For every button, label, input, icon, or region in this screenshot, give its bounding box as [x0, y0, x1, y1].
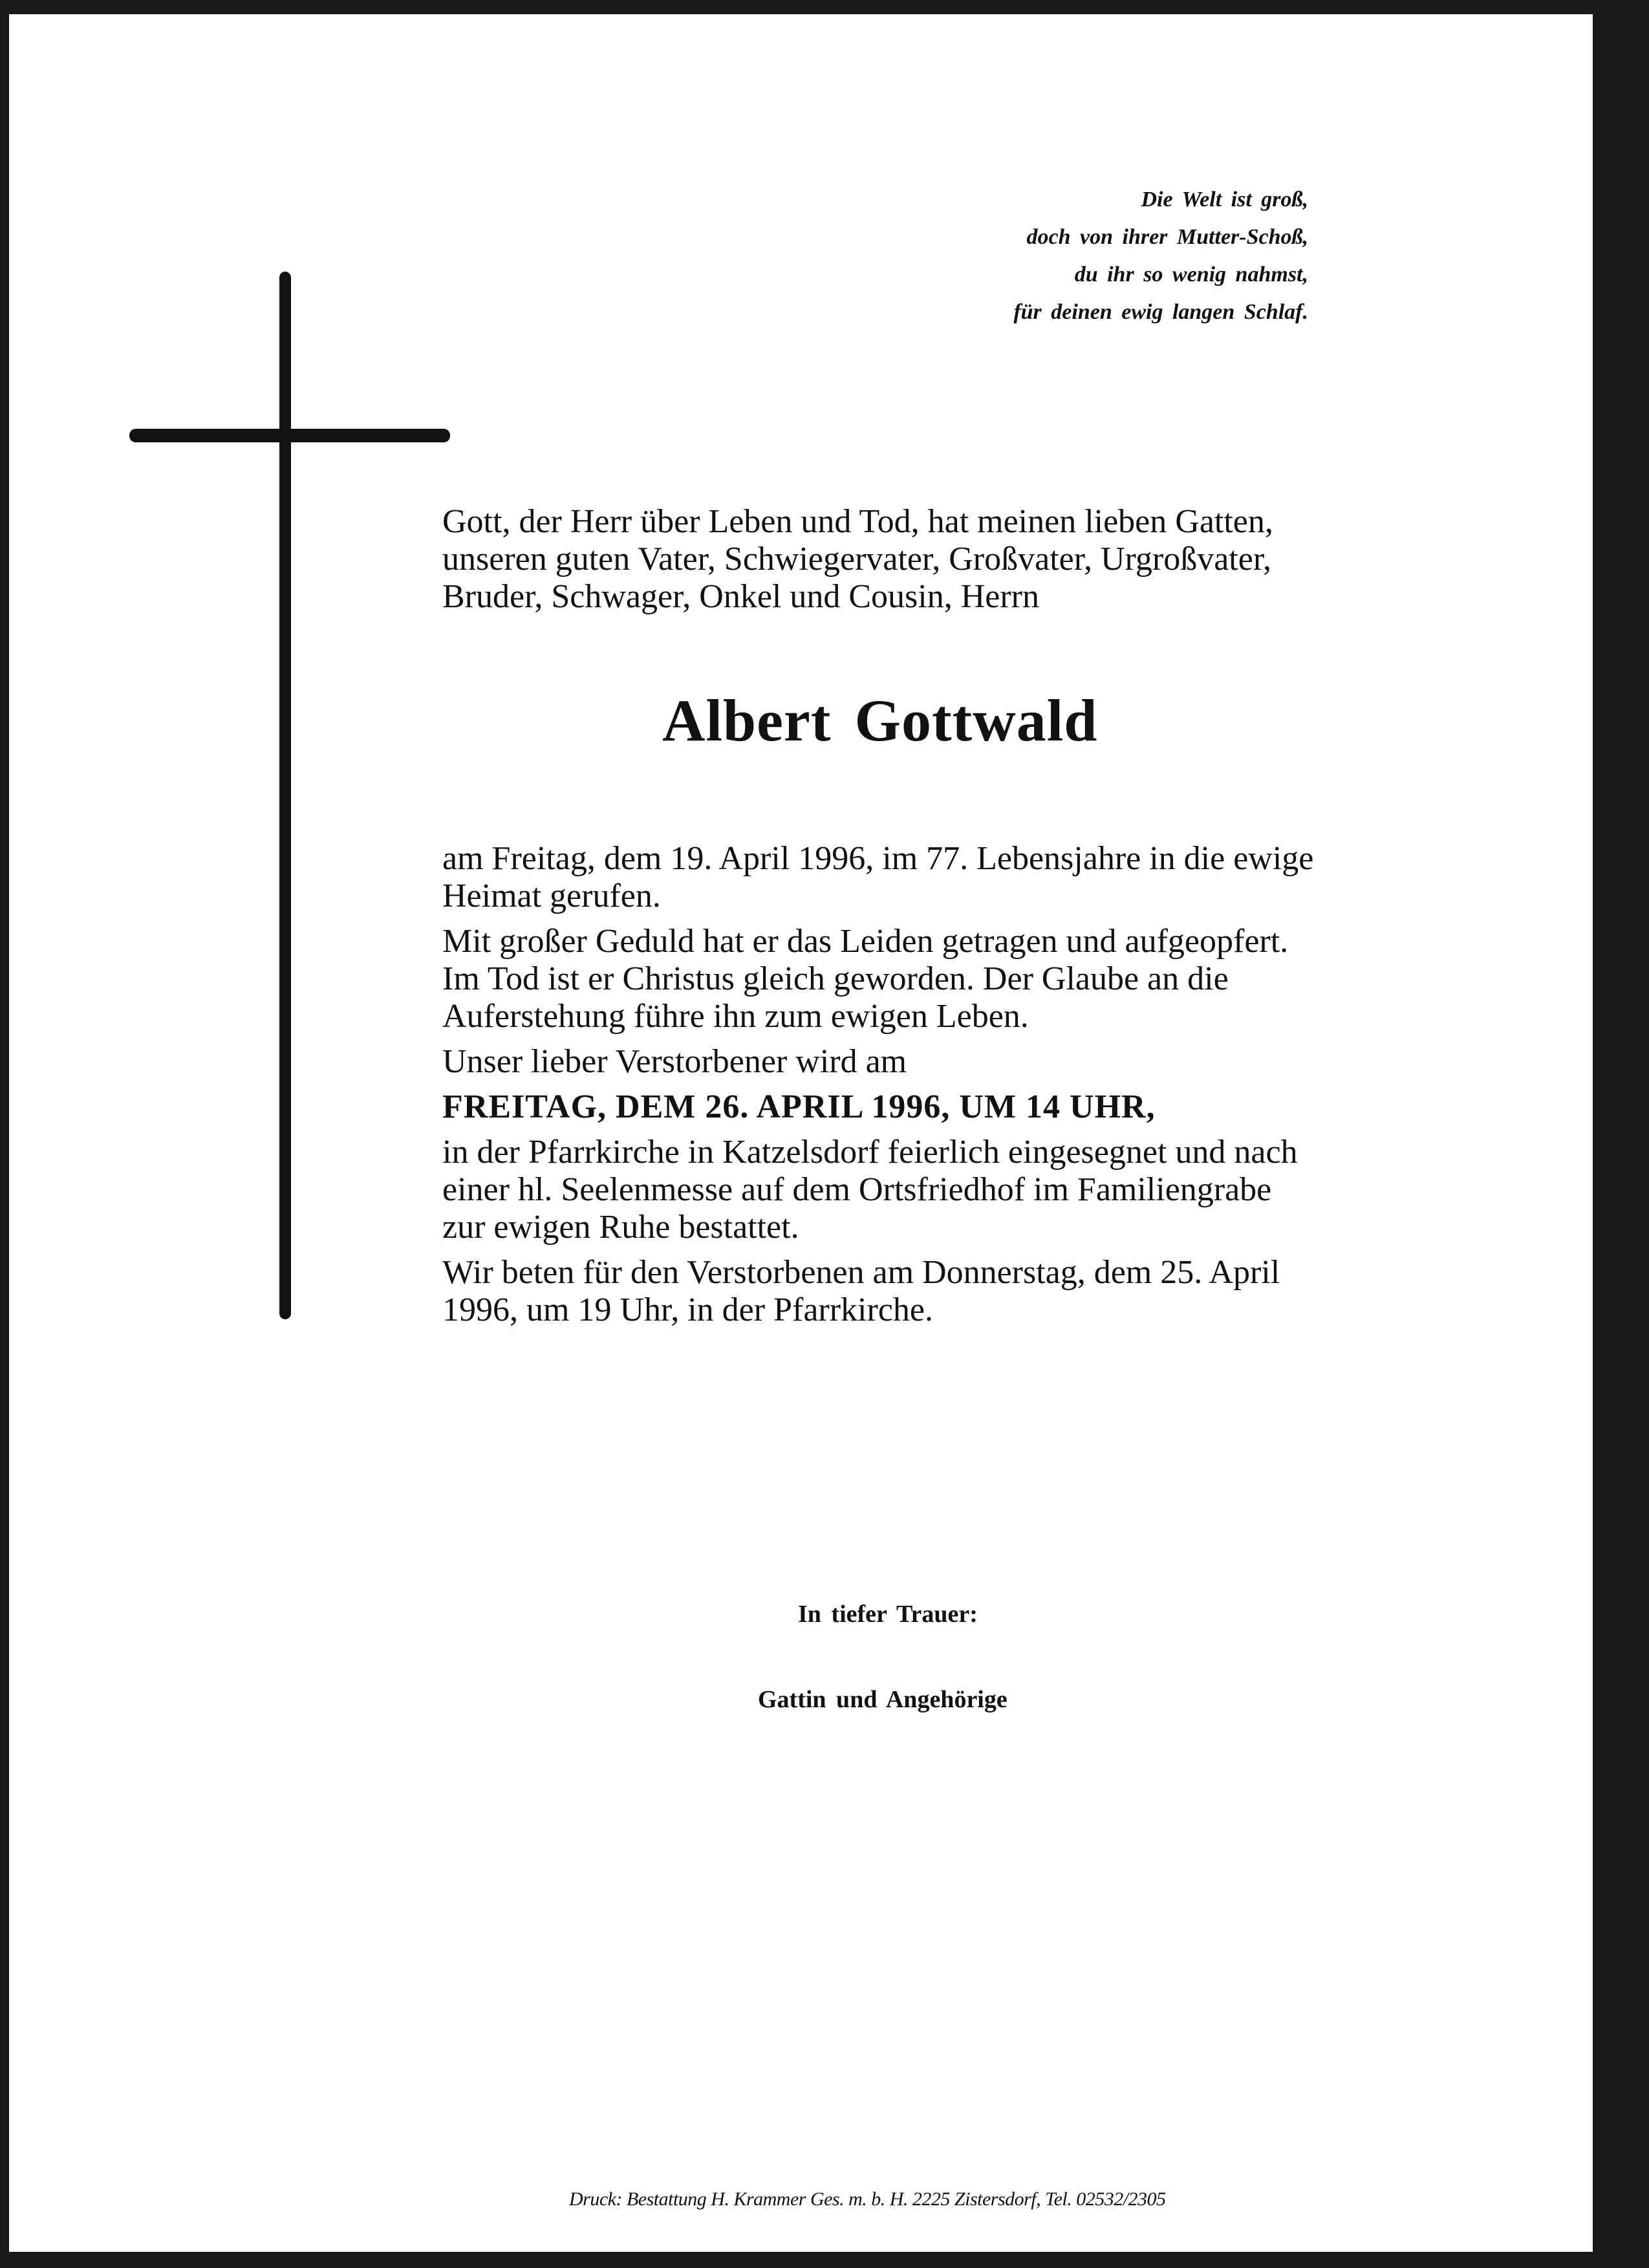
funeral-date — [442, 1088, 1386, 1126]
intro-line: Gott, der Herr über Leben und Tod, hat meinen lieben Gatten, — [442, 503, 1273, 540]
intro-paragraph — [442, 503, 1386, 616]
prayer-line: 1996, um 19 Uhr, in der Pfarrkirche. — [442, 1291, 933, 1328]
funeral-details-line: einer hl. Seelenmesse auf dem Ortsfriedhof im Familiengrabe — [442, 1171, 1272, 1208]
details-section — [442, 840, 1386, 1329]
poem — [1013, 181, 1308, 331]
cross-horizontal-bar — [129, 429, 450, 442]
funeral-details-paragraph — [442, 1134, 1386, 1246]
funeral-details-line: zur ewigen Ruhe bestattet. — [442, 1209, 799, 1246]
faith-line: Im Tod ist er Christus gleich geworden. Der Glaube an die — [442, 960, 1229, 997]
death-paragraph — [442, 840, 1386, 915]
intro-line: Bruder, Schwager, Onkel und Cousin, Herrn — [442, 578, 1039, 615]
prayer-line: Wir beten für den Verstorbenen am Donnerstag, dem 25. April — [442, 1254, 1280, 1291]
poem-line: für deinen ewig langen Schlaf. — [1013, 300, 1308, 324]
death-line: am Freitag, dem 19. April 1996, im 77. Lebensjahre in die ewige — [442, 840, 1314, 877]
intro-line: unseren guten Vater, Schwiegervater, Großvater, Urgroßvater, — [442, 541, 1272, 578]
funeral-intro-line: Unser lieber Verstorbener wird am — [442, 1043, 907, 1080]
funeral-intro — [442, 1043, 1386, 1081]
printer-footer: Druck: Bestattung H. Krammer Ges. m. b. H. 2225 Zistersdorf, Tel. 02532/2305 — [569, 2188, 1166, 2210]
death-line: Heimat gerufen. — [442, 878, 661, 914]
poem-line: Die Welt ist groß, — [1141, 188, 1308, 211]
faith-line: Auferstehung führe ihn zum ewigen Leben. — [442, 998, 1029, 1035]
funeral-date-line: FREITAG, DEM 26. APRIL 1996, UM 14 UHR, — [442, 1088, 1156, 1125]
obituary-body — [442, 503, 1386, 1337]
faith-line: Mit großer Geduld hat er das Leiden getragen und aufgeopfert. — [442, 923, 1289, 960]
poem-line: doch von ihrer Mutter-Schoß, — [1026, 225, 1308, 249]
deceased-name: Albert Gottwald — [662, 687, 1098, 753]
mourning-line: In tiefer Trauer: — [798, 1601, 978, 1628]
prayer-paragraph — [442, 1254, 1386, 1329]
obituary-sheet — [9, 14, 1593, 2252]
funeral-details-line: in der Pfarrkirche in Katzelsdorf feierlich eingesegnet und nach — [442, 1134, 1298, 1171]
poem-line: du ihr so wenig nahmst, — [1074, 263, 1308, 286]
faith-paragraph — [442, 923, 1386, 1035]
family-signature: Gattin und Angehörige — [758, 1686, 1008, 1713]
